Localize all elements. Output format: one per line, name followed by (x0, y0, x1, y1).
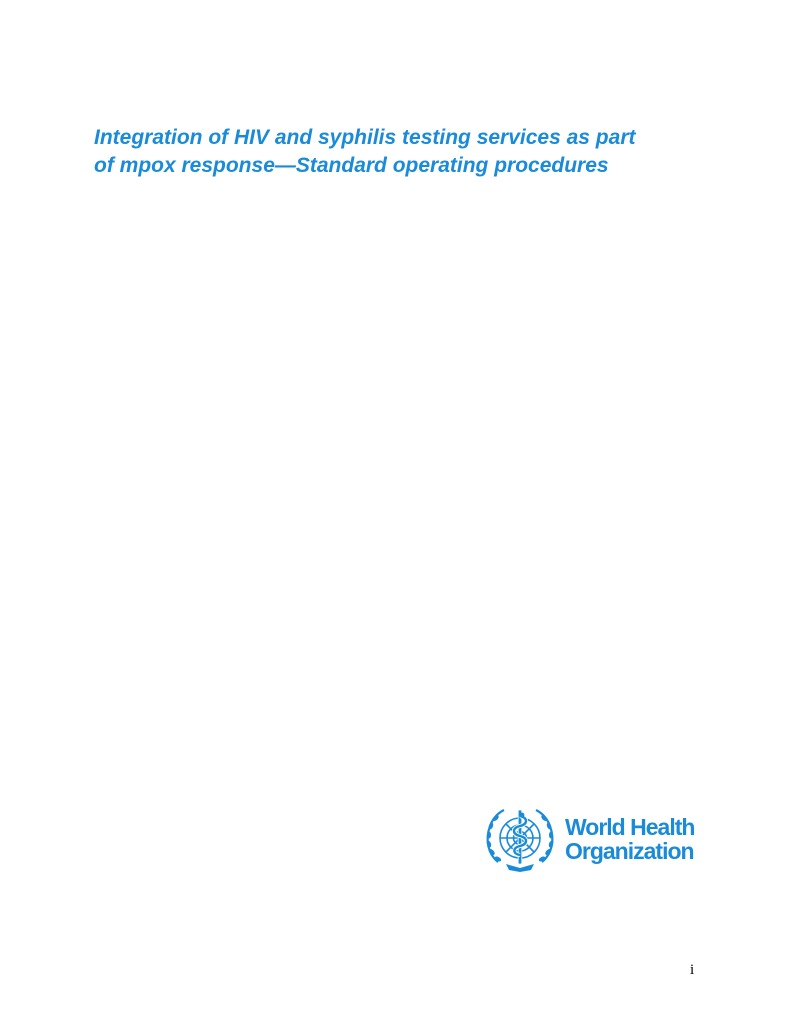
who-emblem-icon (484, 804, 556, 874)
who-name-line-2: Organization (565, 838, 694, 864)
document-title-line-1: Integration of HIV and syphilis testing services as part (94, 126, 636, 149)
document-title (94, 124, 734, 180)
who-wordmark (565, 815, 694, 863)
who-name-line-1: World Health (565, 814, 695, 840)
who-logo (484, 804, 704, 874)
document-title-line-2: of mpox response—Standard operating procedures (94, 154, 609, 177)
page-number: i (690, 962, 695, 978)
